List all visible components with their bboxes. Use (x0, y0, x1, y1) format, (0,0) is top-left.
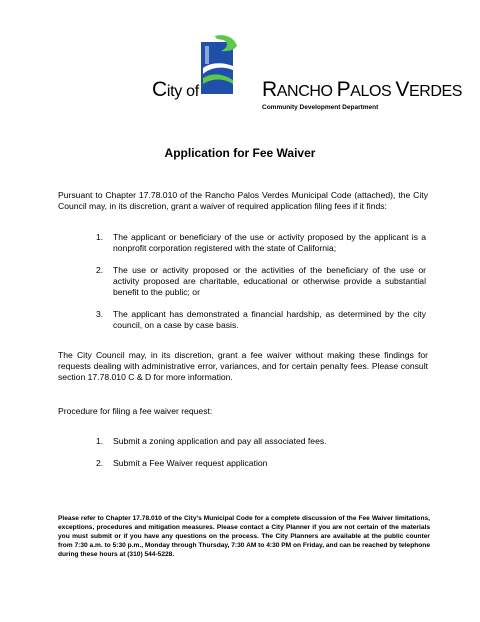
condition-item (96, 265, 426, 298)
city-name-label: RANCHO PALOS VERDES (262, 78, 463, 101)
document-title: Application for Fee Waiver (164, 146, 316, 160)
step-item (96, 436, 426, 447)
condition-text: The applicant or beneficiary of the use or activity proposed by the applicant is a nonprofit corporation registered with the state of California; (113, 232, 426, 253)
procedure-steps-list (96, 436, 426, 480)
department-label: Community Development Department (262, 104, 379, 111)
contact-note: Please refer to Chapter 17.78.010 of the City's Municipal Code for a complete discussion of the Fee Waiver limitations, exceptions, procedures and mitigation measures. Please contact a City Planner if you are not certain of the materials you must submit or if you have any questions on the process. The City Planners are available at the public counter from 7:30 a.m. to 5:30 p.m., Monday through Thursday, 7:30 AM to 4:30 PM on Friday, and can be reached by telephone during these hours at (310) 544-5228. (58, 515, 430, 558)
condition-text: The use or activity proposed or the activities of the beneficiary of the use or activity proposed are charitable, educational or otherwise provide a substantial benefit to the public; or (113, 265, 426, 297)
list-number: 3. (96, 309, 104, 319)
step-text: Submit a Fee Waiver request application (113, 458, 268, 468)
list-number: 1. (96, 232, 104, 242)
condition-item (96, 232, 426, 254)
conditions-list (96, 232, 426, 342)
city-logo-icon (201, 34, 241, 94)
procedure-heading: Procedure for filing a fee waiver request: (58, 406, 213, 416)
discretion-paragraph: The City Council may, in its discretion, grant a fee waiver without making these findings for requests dealing with administrative error, variances, and for certain penalty fees. Please consult section 17.78.010 C & D for more information. (58, 350, 428, 382)
list-number: 2. (96, 265, 104, 275)
condition-text: The applicant has demonstrated a financial hardship, as determined by the city council, on a case by case basis. (113, 309, 426, 330)
step-text: Submit a zoning application and pay all associated fees. (113, 436, 327, 446)
list-number: 2. (96, 458, 104, 468)
intro-paragraph: Pursuant to Chapter 17.78.010 of the Rancho Palos Verdes Municipal Code (attached), the City Council may, in its discretion, grant a waiver of required application filing fees if it finds: (58, 190, 428, 211)
condition-item (96, 309, 426, 331)
logo-tower (205, 46, 209, 64)
step-item (96, 458, 426, 469)
list-number: 1. (96, 436, 104, 446)
city-of-label: City of (152, 78, 199, 101)
